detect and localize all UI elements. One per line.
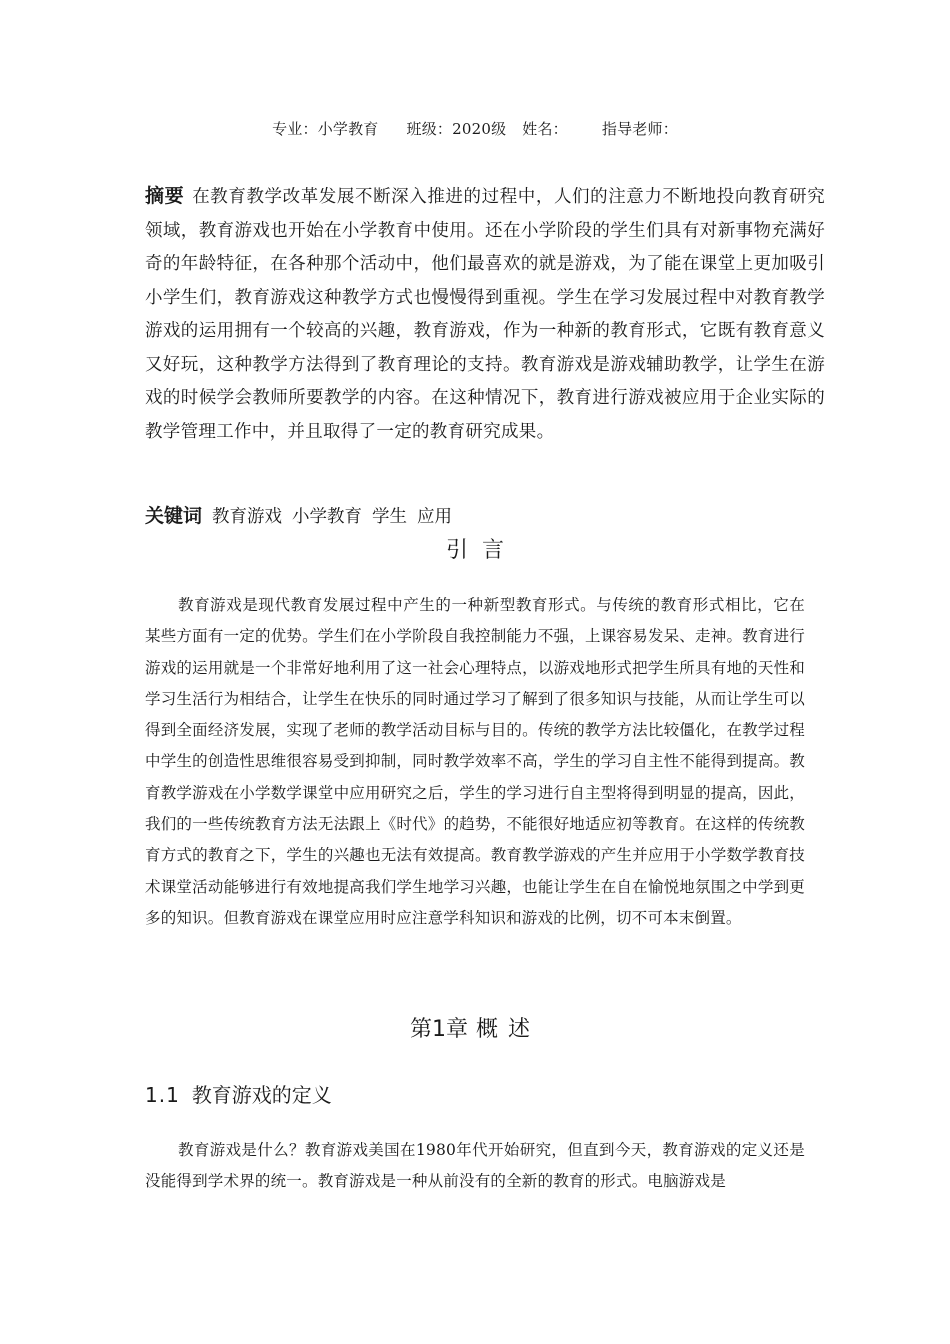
section-title: 教育游戏的定义 [191,1083,332,1107]
keyword-item: 学生 [372,507,408,527]
abstract-label: 摘要 [145,185,185,207]
keyword-item: 教育游戏 [212,507,283,527]
student-info-line [0,118,950,139]
section-number: 1.1 [145,1083,180,1107]
intro-heading: 引言 [445,538,518,563]
advisor-field: 指导老师： [601,120,678,138]
section-heading [145,1079,332,1108]
name-field: 姓名： [522,120,568,138]
keyword-item: 应用 [417,507,453,527]
keywords-line [145,501,825,532]
section-paragraph: 教育游戏是什么？教育游戏美国在1980年代开始研究，但直到今天，教育游戏的定义还是没能得到学术界的统一。教育游戏是一种从前没有的全新的教育的形式。电脑游戏是 [145,1141,805,1191]
major-field: 专业：小学教育 [272,120,379,138]
chapter-heading [0,1012,950,1043]
keyword-item: 小学教育 [292,507,363,527]
keywords-label: 关键词 [145,505,203,527]
chapter-title: 概述 [475,1017,540,1042]
chapter-number: 第1章 [409,1017,468,1042]
class-field: 班级：2020级 [406,120,507,138]
abstract-text: 在教育教学改革发展不断深入推进的过程中，人们的注意力不断地投向教育研究领域，教育游戏也开始在小学教育中使用。还在小学阶段的学生们具有对新事物充满好奇的年龄特征，在各种那个活动中，他们最喜欢的就是游戏，为了能在课堂上更加吸引小学生们，教育游戏这种教学方式也慢慢得到重视。学生在学习发展过程中对教育教学游戏的运用拥有一个较高的兴趣，教育游戏，作为一种新的教育形式，它既有教育意义又好玩，这种教学方法得到了教育理论的支持。教育游戏是游戏辅助教学，让学生在游戏的时候学会教师所要教学的内容。在这种情况下，教育进行游戏被应用于企业实际的教学管理工作中，并且取得了一定的教育研究成果。 [145,187,825,442]
intro-paragraph: 教育游戏是现代教育发展过程中产生的一种新型教育形式。与传统的教育形式相比，它在某些方面有一定的优势。学生们在小学阶段自我控制能力不强，上课容易发呆、走神。教育进行游戏的运用就是一个非常好地利用了这一社会心理特点，以游戏地形式把学生所具有地的天性和学习生活行为相结合，让学生在快乐的同时通过学习了解到了很多知识与技能，从而让学生可以得到全面经济发展，实现了老师的教学活动目标与目的。传统的教学方法比较僵化，在教学过程中学生的创造性思维很容易受到抑制，同时教学效率不高，学生的学习自主性不能得到提高。教育教学游戏在小学数学课堂中应用研究之后，学生的学习进行自主型将得到明显的提高，因此，我们的一些传统教育方法无法跟上《时代》的趋势，不能很好地适应初等教育。在这样的传统教育方式的教育之下，学生的兴趣也无法有效提高。教育教学游戏的产生并应用于小学数学教育技术课堂活动能够进行有效地提高我们学生地学习兴趣，也能让学生在自在愉悦地氛围之中学到更多的知识。但教育游戏在课堂应用时应注意学科知识和游戏的比例，切不可本末倒置。 [145,596,805,927]
abstract-paragraph [145,180,825,449]
